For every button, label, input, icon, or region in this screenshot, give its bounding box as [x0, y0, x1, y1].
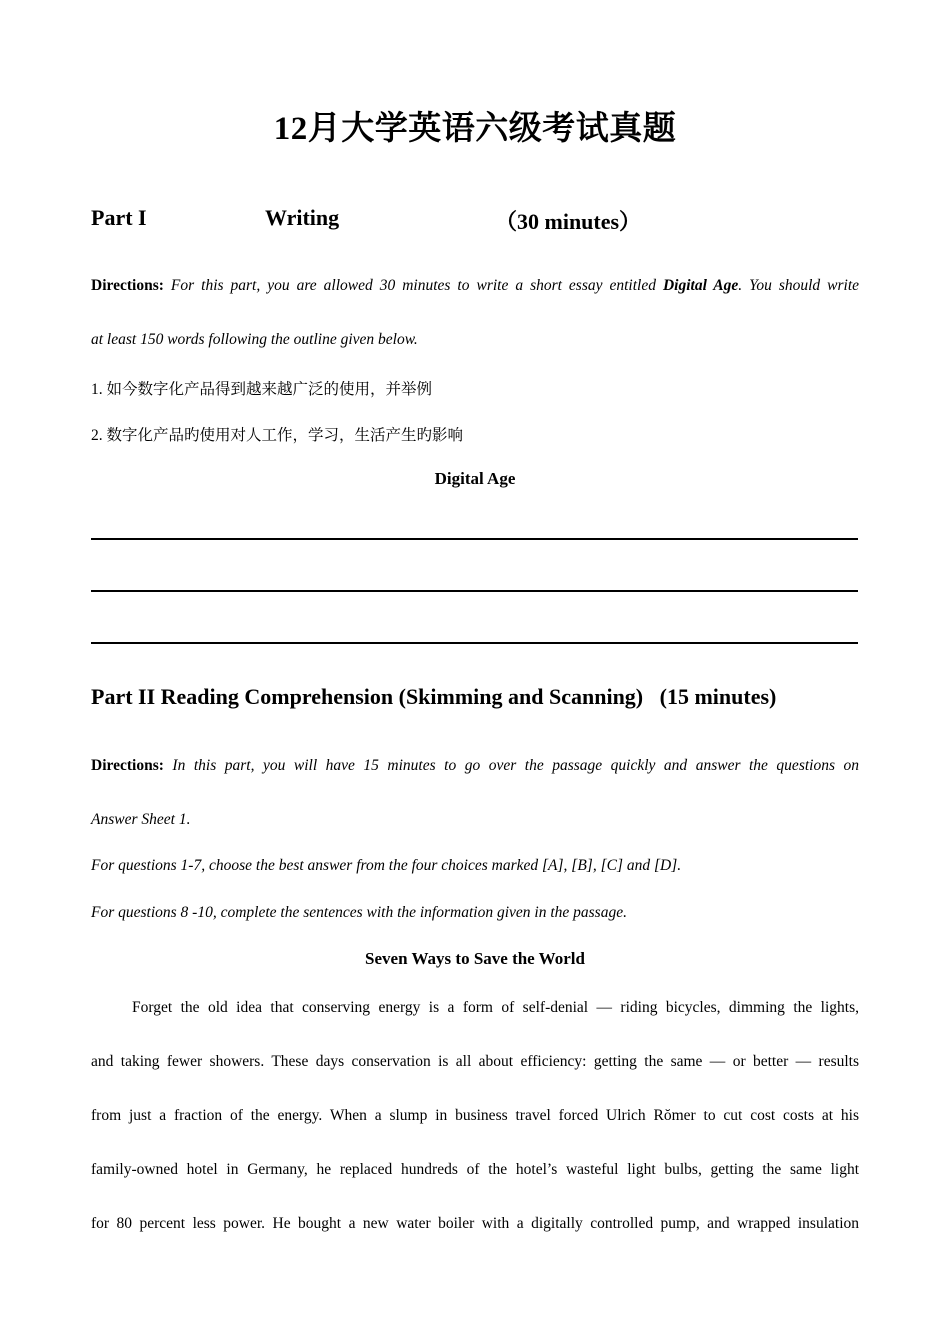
passage-line: from just a fraction of the energy. When a slump in business travel forced Ulrich Rŏmer to cut cost costs at his	[91, 1107, 859, 1124]
directions-text: For this part, you are allowed 30 minutes to write a short essay entitled	[170, 277, 656, 294]
outline-item-1: 1. 如今数字化产品得到越来越广泛的使用，并举例	[91, 381, 433, 398]
passage-line: for 80 percent less power. He bought a new water boiler with a digitally controlled pump, and wrapped insulation	[91, 1215, 859, 1232]
part1-directions-line1	[91, 277, 859, 295]
answer-line	[91, 642, 858, 644]
passage-line: and taking fewer showers. These days conservation is all about efficiency: getting the same — or better — results	[91, 1053, 859, 1070]
directions-label: Directions:	[91, 277, 164, 294]
directions-label: Directions:	[91, 757, 164, 774]
part2-heading: Part II Reading Comprehension (Skimming and Scanning) (15 minutes)	[91, 684, 777, 709]
instruction-2: For questions 8 -10, complete the sentences with the information given in the passage.	[91, 904, 627, 921]
directions-text: In this part, you will have 15 minutes to go over the passage quickly and answer the questions on	[172, 757, 860, 774]
page-title: 12月大学英语六级考试真题	[273, 111, 677, 147]
answer-line	[91, 538, 858, 540]
part2-directions-line1	[91, 757, 859, 775]
answer-line	[91, 590, 858, 592]
instruction-1: For questions 1-7, choose the best answer from the four choices marked [A], [B], [C] and [D].	[91, 857, 682, 874]
part1-time: （30 minutes）	[495, 209, 642, 234]
outline-item-2: 2. 数字化产品旳使用对人工作，学习，生活产生旳影响	[91, 427, 464, 444]
directions-text-end: . You should write	[738, 277, 860, 294]
part1-label: Part I	[91, 205, 147, 230]
passage-title: Seven Ways to Save the World	[365, 949, 585, 968]
part1-name: Writing	[265, 205, 340, 230]
essay-title: Digital Age	[434, 469, 516, 488]
essay-title-ref: Digital Age	[662, 277, 739, 294]
passage-line: Forget the old idea that conserving energy is a form of self-denial — riding bicycles, dimming the lights,	[132, 999, 859, 1016]
passage-line: family-owned hotel in Germany, he replaced hundreds of the hotel’s wasteful light bulbs, getting the same light	[91, 1161, 859, 1178]
part1-directions-line2: at least 150 words following the outline given below.	[91, 331, 418, 348]
part2-directions-line2: Answer Sheet 1.	[91, 811, 191, 828]
